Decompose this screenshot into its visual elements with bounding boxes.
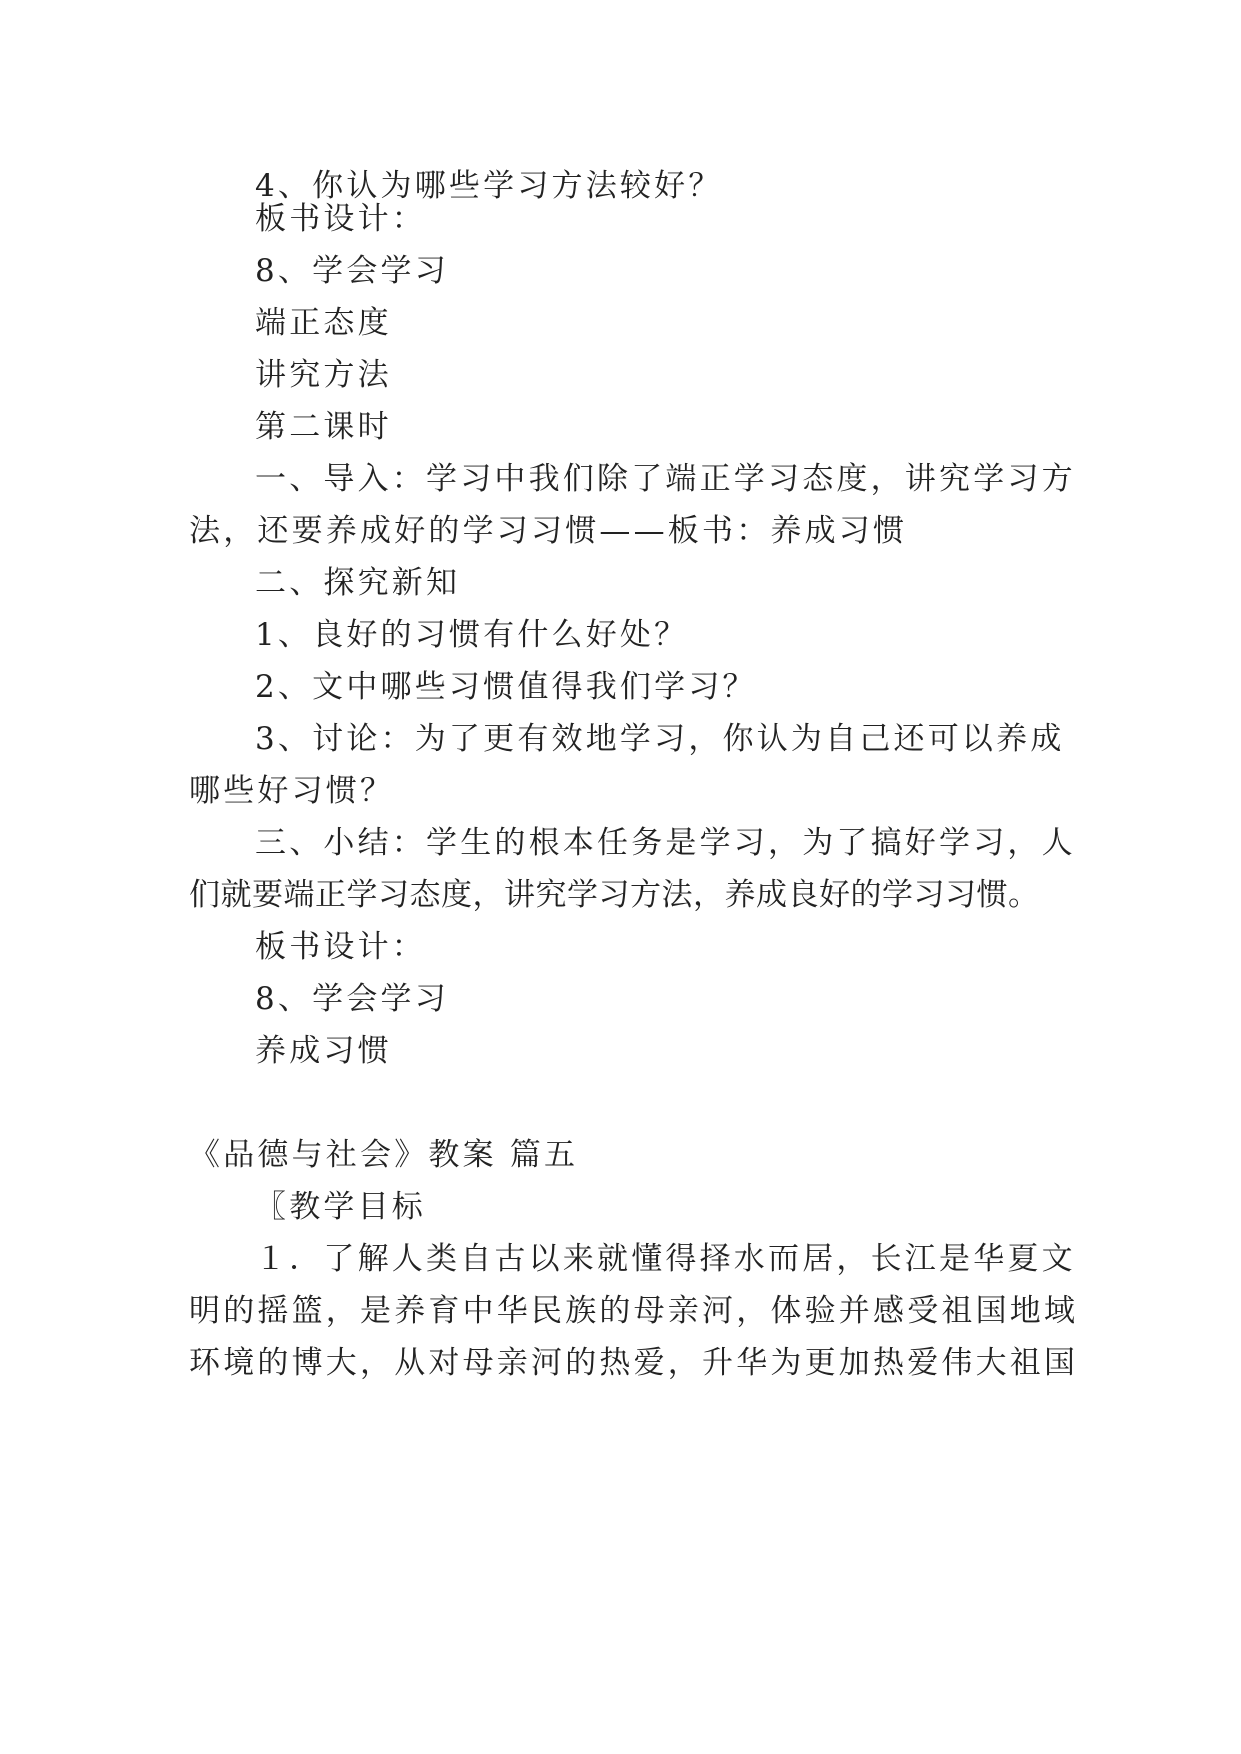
paragraph-line: 3、讨论：为了更有效地学习，你认为自己还可以养成 [255, 721, 1065, 757]
paragraph-line: 8、学会学习 [255, 253, 449, 289]
paragraph-line: 端正态度 [255, 305, 392, 341]
paragraph-line: 养成习惯 [255, 1033, 392, 1069]
paragraph-line: 哪些好习惯？ [189, 773, 395, 809]
board-design-heading: 板书设计： [255, 929, 426, 965]
document-title: 《品德与社会》教案 篇五 [189, 1137, 579, 1173]
section-heading: 二、探究新知 [255, 565, 461, 601]
board-design-heading: 板书设计： [255, 201, 426, 237]
paragraph-line: 法，还要养成好的学习习惯——板书：养成习惯 [189, 513, 908, 549]
paragraph-line: 一、导入：学习中我们除了端正学习态度，讲究学习方 [255, 461, 1076, 497]
paragraph-line: １．了解人类自古以来就懂得择水而居，长江是华夏文 [255, 1241, 1076, 1277]
paragraph-line: 8、学会学习 [255, 981, 449, 1017]
paragraph-line: 2、文中哪些习惯值得我们学习？ [255, 669, 757, 705]
lesson-heading: 第二课时 [255, 409, 392, 445]
paragraph-line: 三、小结：学生的根本任务是学习，为了搞好学习，人 [255, 825, 1076, 861]
paragraph-line: 明的摇篮，是养育中华民族的母亲河，体验并感受祖国地域 [189, 1293, 1079, 1329]
paragraph-line: 们就要端正学习态度，讲究学习方法，养成良好的学习习惯。 [189, 877, 1040, 913]
section-heading: 〖教学目标 [255, 1189, 426, 1225]
paragraph-line: 讲究方法 [255, 357, 392, 393]
paragraph-line: 环境的博大，从对母亲河的热爱，升华为更加热爱伟大祖国 [189, 1345, 1079, 1381]
paragraph-line: 1、良好的习惯有什么好处？ [255, 617, 689, 653]
paragraph-line: 4、你认为哪些学习方法较好？ [255, 168, 723, 204]
